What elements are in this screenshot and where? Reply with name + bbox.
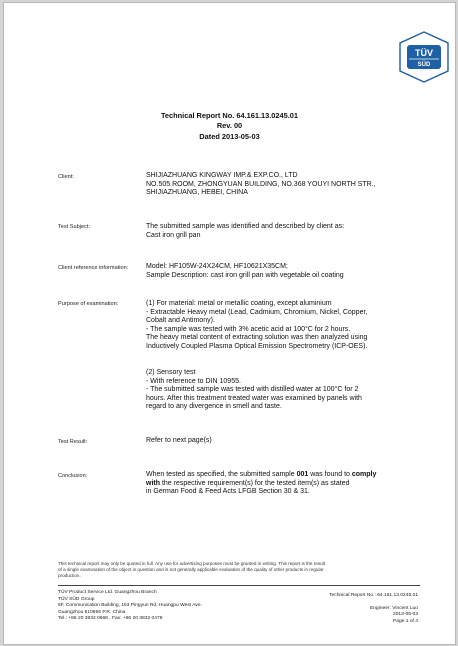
address-line: TÜV SÜD Group [58,596,95,602]
purpose-line: The heavy metal content of extracting solution was then analyzed using [146,334,368,342]
contact-line: Tel.: +86 20 3832 0668 , Fax: +86 20 3832 0478 [58,616,163,622]
conclusion-text: the respective requirement(s) for the tested item(s) as stated [160,479,350,487]
client-label: Client: [58,174,74,180]
conclusion-text: When tested as specified, the submitted sample [146,471,297,478]
client-reference-value [146,263,344,280]
purpose-line: (1) For material: metal or metallic coating, except aluminium [146,300,332,307]
purpose-label: Purpose of examination: [58,301,119,307]
test-subject-line: The submitted sample was identified and described by client as: [146,223,345,230]
report-meta [329,593,418,625]
purpose-line: regard to any divergence in smell and taste. [146,403,282,411]
purpose-line: - The submitted sample was tested with distilled water at 100°C for 2 [146,386,359,394]
client-reference-label: Client reference information: [58,265,129,271]
conclusion-label: Conclusion: [58,473,88,479]
report-rev: Rev. 00 [216,121,243,130]
report-page [3,2,456,645]
sample-number: 001 [296,471,309,478]
address-line: Guangzhou 510656 P.R. China [58,609,126,615]
test-result-value: Refer to next page(s) [146,437,212,444]
meta-engineer: Engineer: Vincent Luo [369,605,418,611]
conclusion-value [146,471,376,497]
purpose-line: Inductively Coupled Plasma Optical Emission Spectrometry (ICP-OES). [146,342,368,350]
purpose-line: - The sample was tested with 3% acetic acid at 100°C for 2 hours. [146,325,351,333]
test-subject-line: Cast iron grill pan [146,231,201,239]
client-line: NO.505 ROOM, ZHONGYUAN BUILDING, NO.368 YOUYI NORTH STR., [146,180,376,188]
purpose-line: - Extractable Heavy metal (Lead, Cadmium, Chromium, Nickel, Copper, [146,308,368,316]
disclaimer-note [58,561,418,579]
conclusion-line [146,471,376,480]
test-result-label: Test Result: [58,439,88,445]
conclusion-line [146,480,376,489]
footer-divider [58,585,420,586]
report-title: Technical Report No. 64.161.13.0245.01 [160,111,299,120]
client-value [146,172,376,198]
purpose-line: - With reference to DIN 10955. [146,377,241,385]
logo-bottom-text: SÜD [417,62,431,68]
purpose-block-2 [146,369,362,412]
client-line: SHIJIAZHUANG KINGWAY IMP.& EXP.CO., LTD [146,172,298,179]
meta-page: Page 1 of 4 [392,618,418,624]
tuv-sud-logo [397,30,451,84]
company-address [58,590,202,623]
test-subject-value [146,223,344,240]
client-line: SHIJIAZHUANG, HEBEI, CHINA [146,189,248,197]
meta-date: 2013-05-03 [392,612,418,618]
disclaimer-line: This technical report may only be quoted in full. Any use for advertising purposes must be granted in writing. This report is the result [58,561,325,566]
test-subject-label: Test Subject: [58,224,91,230]
meta-report-number: Technical Report No.: 64.161.13.0245.01 [329,593,418,598]
report-date: Dated 2013-05-03 [199,132,260,141]
disclaimer-line: production. [58,573,81,578]
address-line: TÜV Product Service Ltd. Guangzhou Branch [58,590,157,595]
conclusion-line: in German Food & Feed Acts LFGB Section 30 & 31. [146,488,310,496]
address-line: 5F, Communication Building, 163 Pingyun Rd, Huangpu West Ave. [58,603,202,609]
client-reference-line: Sample Description: cast iron grill pan with vegetable oil coating [146,271,344,279]
purpose-block-1 [146,300,367,352]
purpose-line: Cobalt and Antimony). [146,317,215,325]
logo-top-text: TÜV [415,48,433,58]
disclaimer-line: of a single examination of the object in question and is not generally applicable evaluation of the quality of other products in regular [58,567,324,572]
client-reference-line: Model: HF105W-24X24CM, HF10621X35CM; [146,263,288,270]
verdict-comply: comply [351,471,377,478]
conclusion-text: was found to [308,471,352,478]
purpose-line: (2) Sensory test [146,369,196,376]
verdict-with: with [146,479,160,487]
purpose-line: hours. After this treatment treated water was examined by panels with [146,394,362,402]
